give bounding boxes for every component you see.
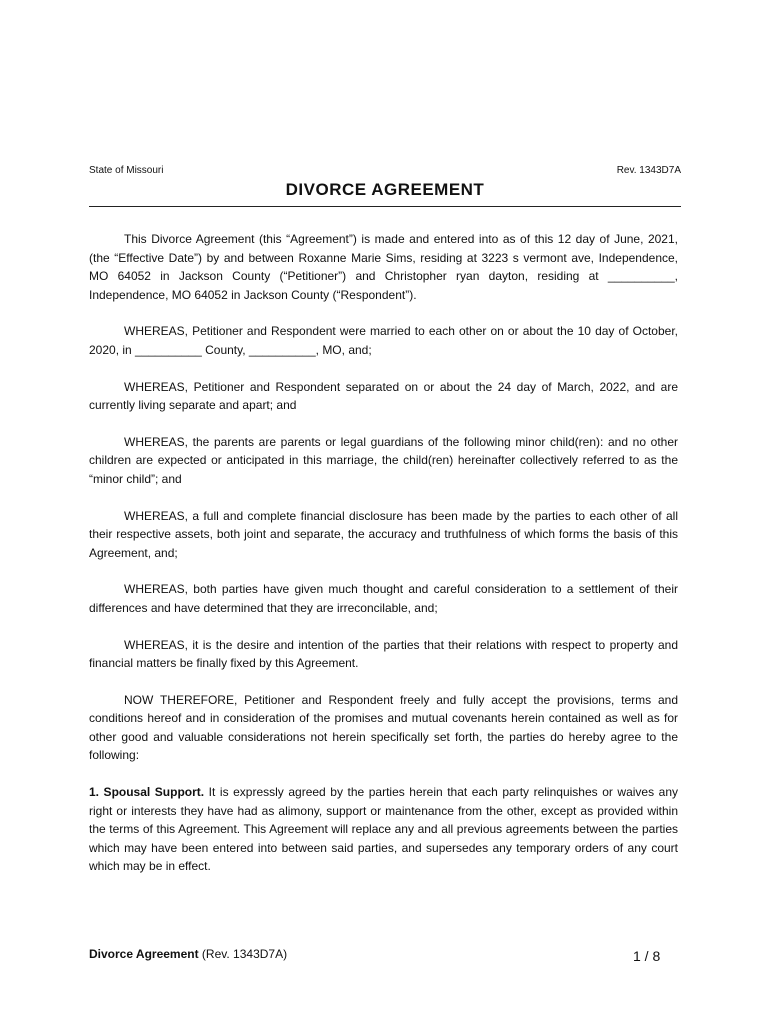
spousal-support-heading: 1. Spousal Support.: [89, 785, 205, 800]
whereas-separated-paragraph: WHEREAS, Petitioner and Respondent separated on or about the 24 day of March, 2022, and are currently living separate and apart; and: [89, 379, 678, 413]
title-divider: [89, 206, 681, 207]
document-title: DIVORCE AGREEMENT: [285, 180, 485, 199]
page-number: 1 / 8: [633, 948, 661, 964]
whereas-irreconcilable-paragraph: WHEREAS, both parties have given much thought and careful consideration to a settlement of their differences and have determined that they are irreconcilable, and;: [89, 582, 678, 615]
document-body: [89, 230, 678, 894]
whereas-intention-paragraph: WHEREAS, it is the desire and intention of the parties that their relations with respect to property and financial matters be finally fixed by this Agreement.: [89, 637, 678, 671]
now-therefore-paragraph: NOW THEREFORE, Petitioner and Respondent freely and fully accept the provisions, terms and conditions hereof and in consideration of the promises and mutual covenants herein contained as well as for other good and valuable considerations not herein specifically set forth, the parties do hereby agree to the following:: [89, 692, 678, 763]
spousal-support-section: [89, 783, 678, 876]
whereas-children-paragraph: WHEREAS, the parents are parents or legal guardians of the following minor child(ren): and no other children are expected or anticipated in this marriage, the child(ren) hereinafter collectively referred to as the “minor child”; and: [89, 434, 678, 486]
document-header: [89, 165, 681, 179]
revision-label: Rev. 1343D7A: [616, 165, 681, 176]
footer-document-label: [89, 947, 287, 961]
whereas-disclosure-paragraph: WHEREAS, a full and complete financial disclosure has been made by the parties to each other of all their respective assets, both joint and separate, the accuracy and truthfulness of which forms the basis of this Agreement, and;: [89, 508, 678, 560]
footer-doc-name: Divorce Agreement: [89, 947, 199, 961]
footer-doc-rev: (Rev. 1343D7A): [198, 947, 288, 961]
state-label: State of Missouri: [89, 165, 164, 176]
intro-paragraph: This Divorce Agreement (this “Agreement”) is made and entered into as of this 12 day of June, 2021, (the “Effective Date”) by and between Roxanne Marie Sims, residing at 3223 s vermont ave, Independence, MO 64052 in Jackson County (“Petitioner”) and Christopher ryan dayton, residing at __________, Independence, MO 64052 in Jackson County (“Respondent”).: [89, 232, 678, 302]
whereas-married-paragraph: WHEREAS, Petitioner and Respondent were married to each other on or about the 10 day of October, 2020, in __________ County, __________, MO, and;: [89, 324, 678, 357]
spousal-support-text: It is expressly agreed by the parties herein that each party relinquishes or waives any right or interests they have had as alimony, support or maintenance from the other, except as provided within the terms of this Agreement. This Agreement will replace any and all previous agreements between the parties which may have been entered into between said parties, and supersedes any temporary orders of any court which may be in effect.: [89, 785, 678, 874]
